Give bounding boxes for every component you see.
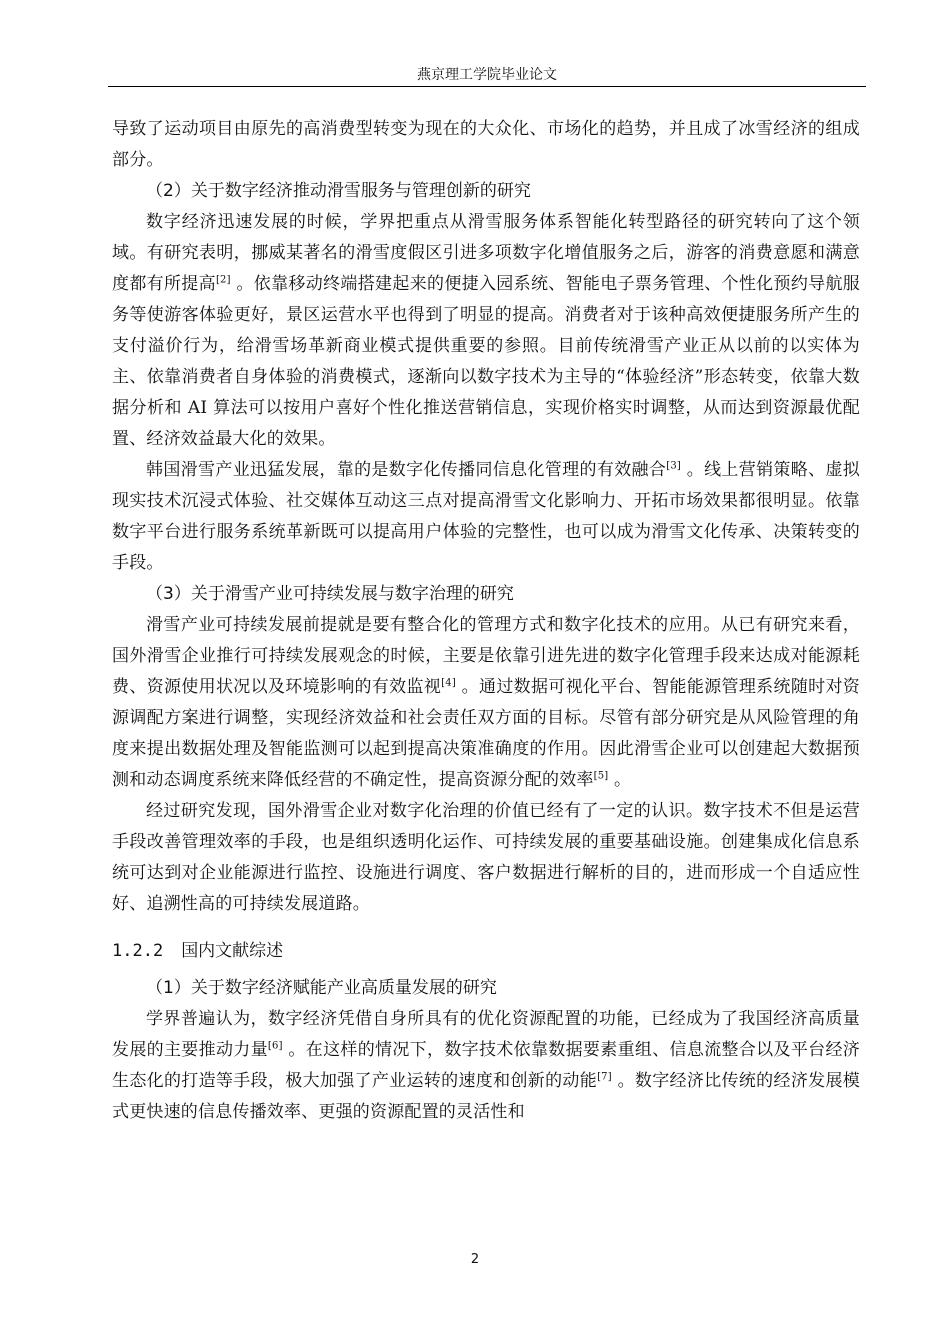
running-header: 燕京理工学院毕业论文: [417, 67, 557, 83]
paragraph-text: 经过研究发现，国外滑雪企业对数字化治理的价值已经有了一定的认识。数字技术不但是运营手段改善管理效率的手段，也是组织透明化运作、可持续发展的重要基础设施。创建集成化信息系统可达到对企业能源进行监控、设施进行调度、客户数据进行解析的目的，进而形成一个自适应性好、追溯性高的可持续发展道路。: [112, 801, 860, 914]
paragraph: [112, 207, 860, 455]
citation-marker[interactable]: [4]: [441, 677, 456, 689]
section-title: 国内文献综述: [181, 941, 284, 961]
paragraph-text: 导致了运动项目由原先的高消费型转变为现在的大众化、市场化的趋势，并且成了冰雪经济的组成部分。: [112, 119, 860, 170]
paragraph-text: 。在这样的情况下，数字技术依靠数据要素重组、信息流整合以及平台经济生态化的打造等手段，极大加强了产业运转的速度和创新的动能: [112, 1040, 860, 1091]
paragraph: [112, 455, 860, 579]
section-heading: [112, 936, 860, 967]
citation-marker[interactable]: [2]: [215, 274, 231, 286]
paragraph-text: 韩国滑雪产业迅猛发展，靠的是数字化传播同信息化管理的有效融合: [146, 460, 667, 480]
paragraph-text: 。数字经济比传统的经济发展模式更快速的信息传播效率、更强的资源配置的灵活性和: [112, 1071, 860, 1122]
citation-marker[interactable]: [5]: [593, 770, 609, 782]
paragraph-text: 学界普遍认为，数字经济凭借自身所具有的优化资源配置的功能，已经成为了我国经济高质量发展的主要推动力量: [112, 1009, 860, 1060]
paragraph: [112, 114, 860, 176]
paragraph-text: 。线上营销策略、虚拟现实技术沉浸式体验、社交媒体互动这三点对提高滑雪文化影响力、开拓市场效果都很明显。依靠数字平台进行服务系统革新既可以提高用户体验的完整性，也可以成为滑雪文化传承、决策转变的手段。: [112, 460, 860, 573]
paragraph: [112, 610, 860, 796]
subsection-heading: （1）关于数字经济赋能产业高质量发展的研究: [146, 978, 497, 998]
citation-marker[interactable]: [7]: [597, 1071, 612, 1083]
body-text: [112, 114, 860, 1128]
paragraph-text: 。: [608, 770, 632, 790]
paragraph-text: 。依靠移动终端搭建起来的便捷入园系统、智能电子票务管理、个性化预约导航服务等使游客体验更好，景区运营水平也得到了明显的提高。消费者对于该种高效便捷服务所产生的支付溢价行为，给滑雪场革新商业模式提供重要的参照。目前传统滑雪产业正从以前的以实体为主、依靠消费者自身体验的消费模式，逐渐向以数字技术为主导的“体验经济”形态转变，依靠大数据分析和 AI 算法可以按用户喜好个性化推送营销信息，实现价格实时调整，从而达到资源最优配置、经济效益最大化的效果。: [112, 274, 860, 449]
citation-marker[interactable]: [3]: [666, 460, 681, 472]
paragraph: [112, 1004, 860, 1128]
paragraph-text: 。通过数据可视化平台、智能能源管理系统随时对资源调配方案进行调整，实现经济效益和社会责任双方面的目标。尽管有部分研究是从风险管理的角度来提出数据处理及智能监测可以起到提高决策准确度的作用。因此滑雪企业可以创建起大数据预测和动态调度系统来降低经营的不确定性，提高资源分配的效率: [112, 677, 860, 790]
page-number: 2: [470, 1252, 480, 1267]
paragraph-text: 数字经济迅速发展的时候，学界把重点从滑雪服务体系智能化转型路径的研究转向了这个领域。有研究表明，挪威某著名的滑雪度假区引进多项数字化增值服务之后，游客的消费意愿和满意度都有所提高: [112, 212, 860, 294]
header-divider: [108, 86, 866, 87]
section-number: 1.2.2: [112, 941, 164, 961]
subsection-heading: （2）关于数字经济推动滑雪服务与管理创新的研究: [146, 181, 531, 201]
subsection-heading: （3）关于滑雪产业可持续发展与数字治理的研究: [146, 584, 514, 604]
citation-marker[interactable]: [6]: [267, 1040, 283, 1052]
paragraph-text: 滑雪产业可持续发展前提就是要有整合化的管理方式和数字化技术的应用。从已有研究来看，国外滑雪企业推行可持续发展观念的时候，主要是依靠引进先进的数字化管理手段来达成对能源耗费、资源使用状况以及环境影响的有效监视: [112, 615, 860, 697]
paragraph: [112, 796, 860, 920]
